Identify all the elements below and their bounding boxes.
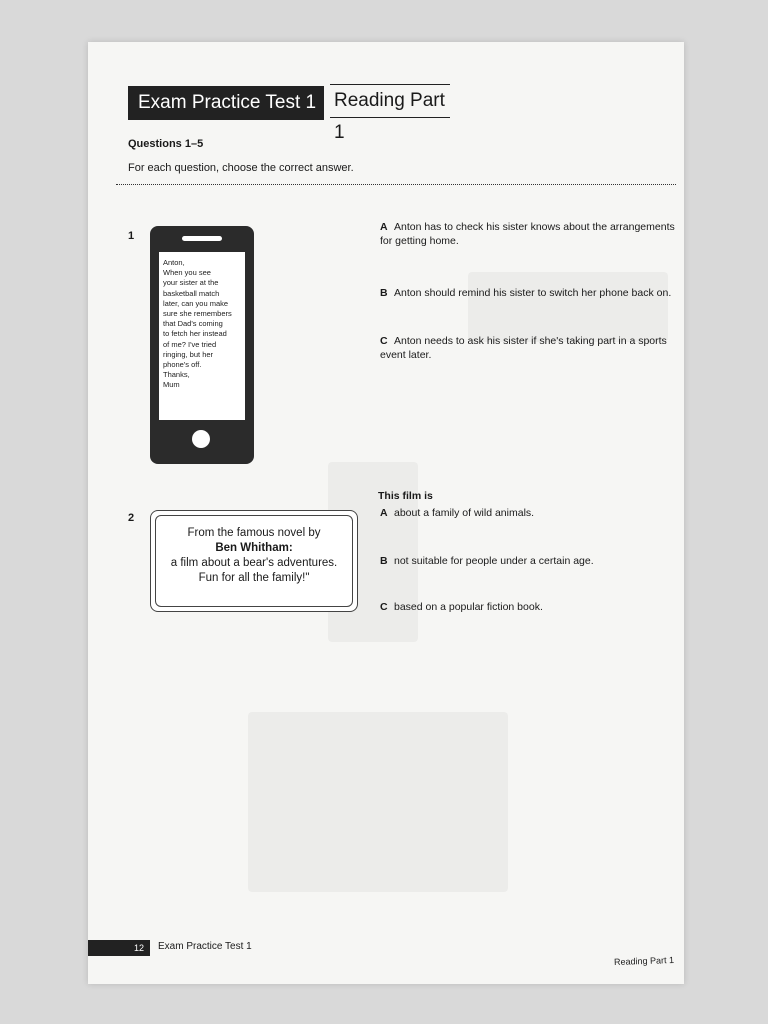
option-letter: B xyxy=(380,555,388,567)
option-letter: A xyxy=(380,507,388,519)
phone-home-button xyxy=(192,430,210,448)
text-message: Anton, When you see your sister at the basketball match later, can you make sure she remembers that Dad's coming to fetch her instead of me? I've tried ringing, but her phone's off. Thanks, Mum xyxy=(163,258,232,390)
option-text: based on a popular fiction book. xyxy=(394,601,543,613)
question-1-number: 1 xyxy=(128,230,135,242)
dotted-divider xyxy=(116,184,676,185)
q2-option-a[interactable] xyxy=(380,506,680,520)
footer-left-text: Exam Practice Test 1 xyxy=(158,941,252,952)
sign-line-1: From the famous novel by xyxy=(187,527,321,539)
question-2-number: 2 xyxy=(128,512,135,524)
instruction-text: For each question, choose the correct answer. xyxy=(128,162,354,174)
bleed-through-shape xyxy=(468,272,668,342)
option-text: about a family of wild animals. xyxy=(394,507,535,519)
phone-illustration xyxy=(150,226,254,464)
q1-option-a[interactable] xyxy=(380,220,680,248)
q2-option-b[interactable] xyxy=(380,554,680,568)
test-title: Exam Practice Test 1 xyxy=(128,86,324,120)
q1-option-b[interactable] xyxy=(380,286,680,300)
sign-line-2: Ben Whitham: xyxy=(215,542,293,554)
option-text: not suitable for people under a certain age. xyxy=(394,555,594,567)
phone-speaker xyxy=(182,236,222,241)
q2-option-c[interactable] xyxy=(380,600,680,614)
option-text: Anton should remind his sister to switch her phone back on. xyxy=(394,287,672,299)
option-letter: C xyxy=(380,335,388,347)
bleed-through-shape xyxy=(248,712,508,892)
option-letter: B xyxy=(380,287,388,299)
sign-line-4: Fun for all the family!" xyxy=(198,572,310,584)
sign-line-3: a film about a bear's adventures. xyxy=(170,557,338,569)
option-text: Anton has to check his sister knows about the arrangements for getting home. xyxy=(380,221,675,247)
questions-title: Questions 1–5 xyxy=(128,138,204,150)
film-poster-sign xyxy=(150,510,358,612)
exam-page xyxy=(88,42,684,984)
q1-option-c[interactable] xyxy=(380,334,680,362)
page-number: 12 xyxy=(88,940,150,956)
phone-screen xyxy=(159,252,245,420)
sign-inner-border xyxy=(155,515,353,607)
question-2-stem: This film is xyxy=(378,490,433,502)
option-letter: C xyxy=(380,601,388,613)
footer-right-text: Reading Part 1 xyxy=(613,954,675,968)
option-letter: A xyxy=(380,221,388,233)
option-text: Anton needs to ask his sister if she's taking part in a sports event later. xyxy=(380,335,667,361)
section-title: Reading Part 1 xyxy=(330,84,450,118)
